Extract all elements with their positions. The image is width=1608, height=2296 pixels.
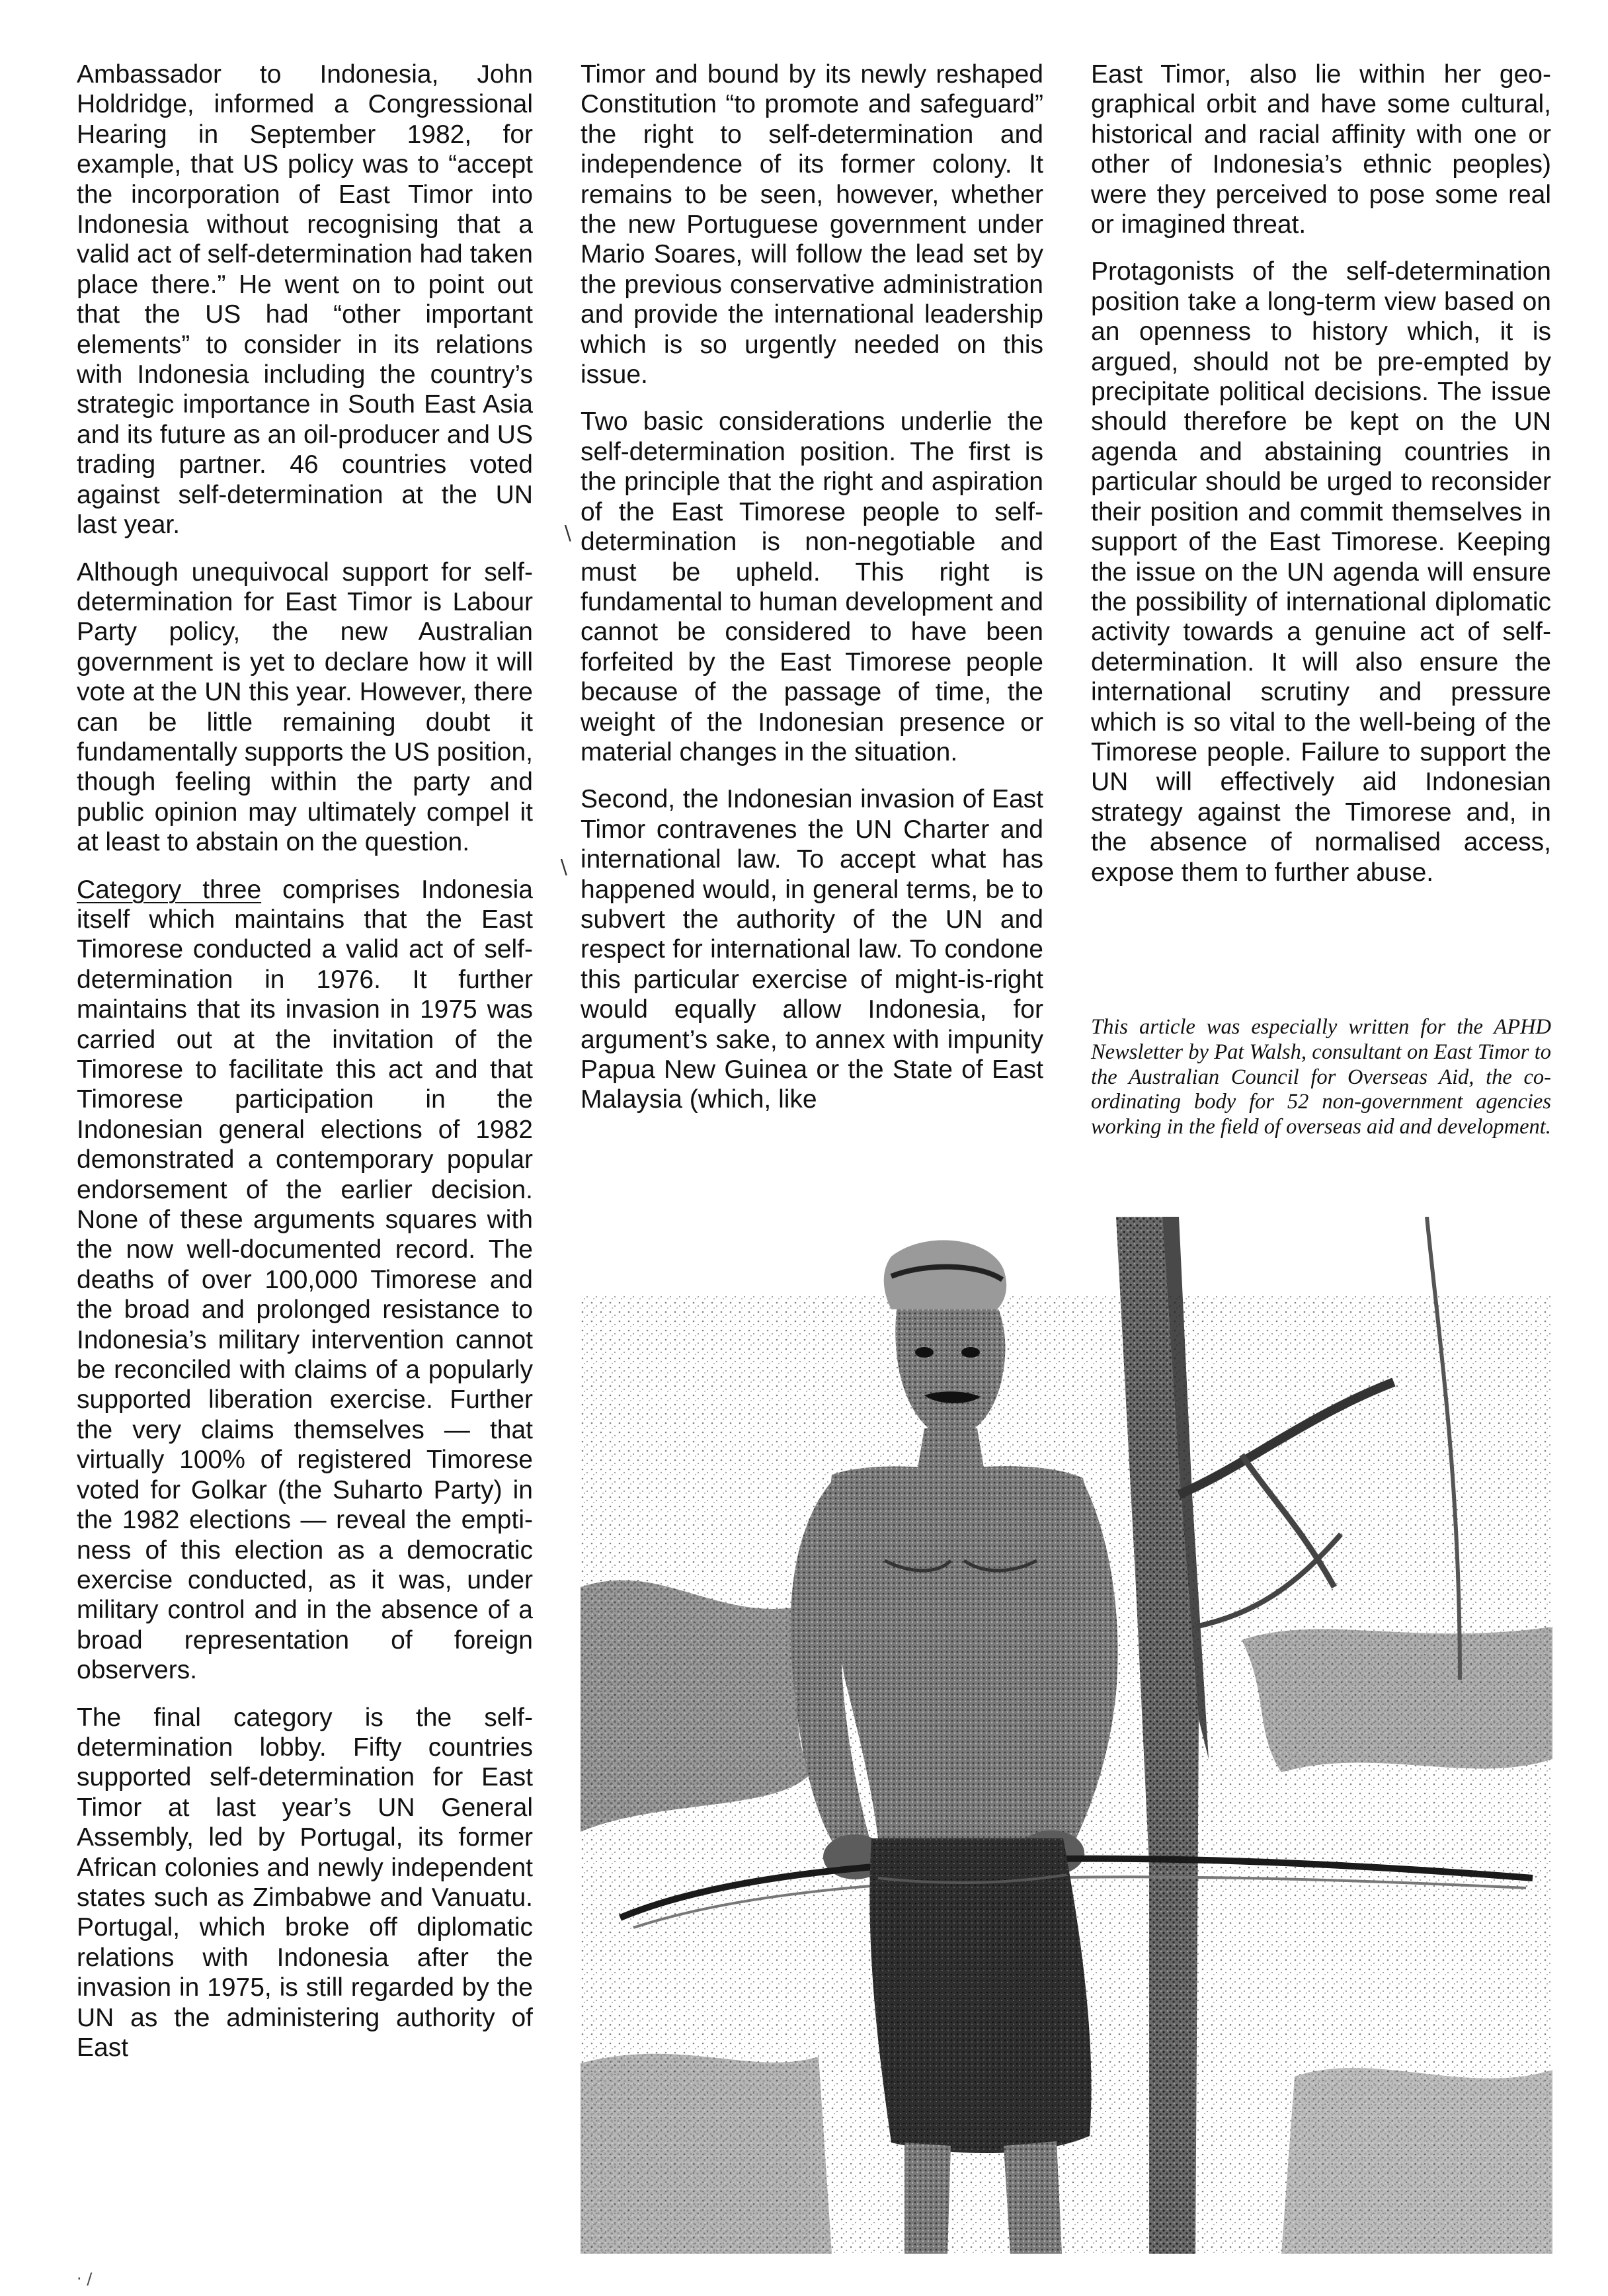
photo-man-with-bow — [581, 1217, 1552, 2254]
paragraph: The final category is the self-determination lobby. Fifty countries supported self-determination for East Timor at last year’s UN General Assembly, led by Portugal, its former African colonies and newly independent states such as Zimbabwe and Vanuatu. Portugal, which broke off diplomatic relations with Indonesia after the invasion in 1975, is still regarded by the UN as the administering authority of East — [77, 1703, 533, 2062]
column-right — [1091, 60, 1551, 905]
paragraph: Second, the Indonesian invasion of East Timor contravenes the UN Charter and international law. To accept what has happened would, in general terms, be to subvert the authority of the UN and respect for international law. To condone this particular exercise of might-is-right would equally allow Indonesia, for argument’s sake, to annex with impunity Papua New Guinea or the State of East Malaysia (which, like — [581, 785, 1043, 1114]
page-footer-mark: ⋅ / — [77, 2270, 93, 2288]
paragraph: Although unequivocal support for self-determination for East Timor is Labour Party policy, the new Australian government is yet to declare how it will vote at the UN this year. However, there can be little remaining doubt it fundamentally supports the US position, though feeling within the party and public opinion may ultimately compel it at least to abstain on the question. — [77, 557, 533, 857]
paragraph-text: comprises Indonesia itself which maintains that the East Timorese conducted a valid act of self-determination in 1976. It further maintains that its invasion in 1975 was carried out at the invitation of the Timorese to facilitate this act and that Timorese participation in the Indonesian general elections of 1982 demonstrated a contemporary popular endorsement of the earlier decision. None of these arguments squares with the now well-documented record. The deaths of over 100,000 Timorese and the broad and prolonged resistance to Indonesia’s military intervention cannot be reconciled with claims of a popularly supported liberation exercise. Further the very claims themselves — that virtually 100% of registered Timorese voted for Golkar (the Suharto Party) in the 1982 elections — reveal the emptiness of this election as a democratic exercise conducted, as it was, under military control and in the absence of a broad representation of foreign observers. — [77, 875, 533, 1685]
underlined-phrase: Category three — [77, 875, 262, 904]
margin-pencil-mark-icon: ∖ — [557, 856, 570, 880]
paragraph: Two basic considerations underlie the self-determination position. The first is the principle that the right and aspiration of the East Timorese people to self-determination is non-negotiable and must be upheld. This right is fundamental to human development and cannot be considered to have been forfeited by the East Timorese people because of the passage of time, the weight of the Indonesian presence or material changes in the situation. — [581, 407, 1043, 766]
paragraph: East Timor, also lie within her geographical orbit and have some cultural, historical and racial affinity with one or other of Indonesia’s ethnic peoples) were they perceived to pose some real or imagined threat. — [1091, 60, 1551, 239]
paragraph: Protagonists of the self-determination position take a long-term view based on an openness to history which, it is argued, should not be pre-empted by precipitate political decisions. The issue should therefore be kept on the UN agenda and abstaining countries in particular should be urged to reconsider their position and commit themselves in support of the East Timorese. Keeping the issue on the UN agenda will ensure the possibility of international diplomatic activity towards a genuine act of self-determination. It will also ensure the international scrutiny and pressure which is so vital to the well-being of the Timorese people. Failure to support the UN will effectively aid Indonesian strategy against the Timorese and, in the absence of normalised access, expose them to further abuse. — [1091, 257, 1551, 887]
author-credit: This article was especially written for the APHD Newsletter by Pat Walsh, consultant on East Timor to the Australian Council for Overseas Aid, the co-ordinating body for 52 non-government agencies working in the field of overseas aid and development. — [1091, 1015, 1551, 1139]
paragraph — [77, 875, 533, 1686]
column-left — [77, 60, 533, 2080]
paragraph: Ambassador to Indonesia, John Holdridge, informed a Congressional Hearing in September 1982, for example, that US policy was to “accept the incorporation of East Timor into Indonesia without recognising that a valid act of self-determination had taken place there.” He went on to point out that the US had “other important elements” to consider in its relations with Indonesia including the country’s strategic importance in South East Asia and its future as an oil-producer and US trading partner. 46 countries voted against self-determination at the UN last year. — [77, 60, 533, 540]
paragraph: Timor and bound by its newly reshaped Constitution “to promote and safeguard” the right to self-determination and independence of its former colony. It remains to be seen, however, whether the new Portuguese government under Mario Soares, will follow the lead set by the previous conservative administration and provide the international leadership which is so urgently needed on this issue. — [581, 60, 1043, 390]
man-with-bow-icon — [581, 1217, 1552, 2254]
column-middle — [581, 60, 1043, 1132]
margin-pencil-mark-icon: ∖ — [561, 522, 574, 546]
